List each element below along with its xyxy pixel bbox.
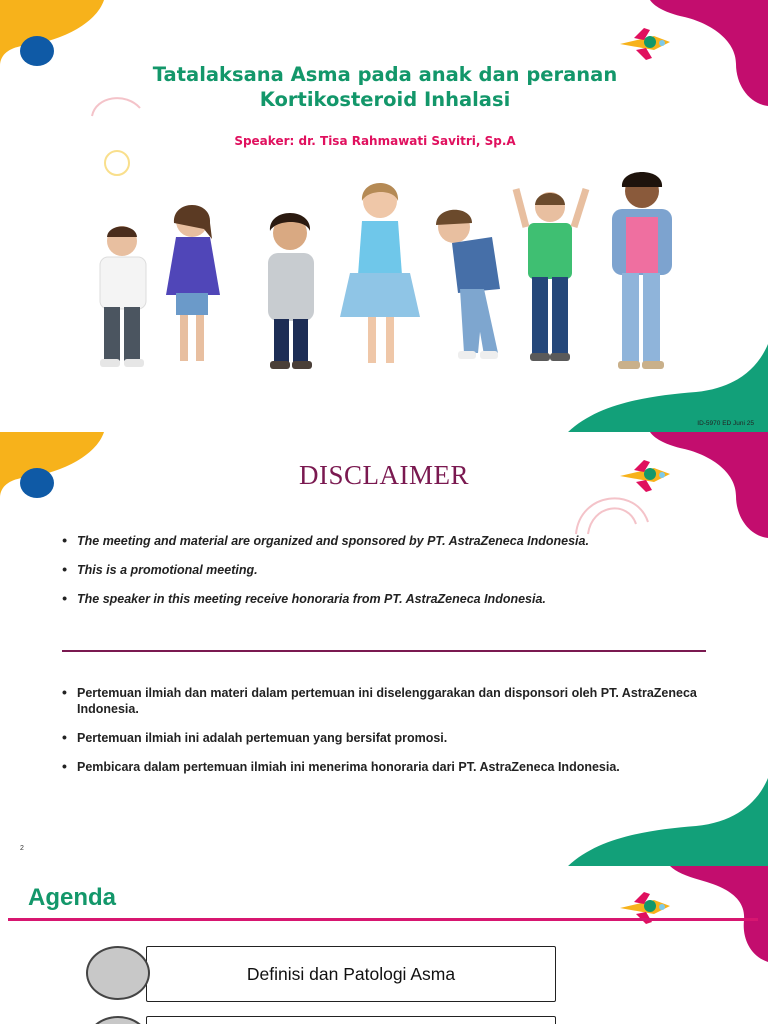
airplane-icon [614,888,676,928]
list-item: • This is a promotional meeting. [62,562,712,578]
agenda-title-underline [8,918,758,921]
presentation-title [90,62,680,112]
indonesian-disclaimer-list [62,685,712,788]
agenda-item-bullet-icon [86,1016,150,1024]
list-item: • The meeting and material are organized and sponsored by PT. AstraZeneca Indonesia. [62,533,712,549]
child-3 [268,213,314,369]
airplane-icon [614,24,676,64]
disclaimer-title: DISCLAIMER [298,460,469,490]
title-line-1: Tatalaksana Asma pada anak dan peranan [152,63,618,86]
divider-line [62,650,706,652]
agenda-item [146,946,556,1002]
document-code: ID-5970 ED Juni 25 [697,420,754,427]
list-item: • Pertemuan ilmiah dan materi dalam pertemuan ini diselenggarakan dan disponsori oleh PT. AstraZeneca Indonesia. [62,685,712,717]
children-photo [80,165,700,405]
child-6 [516,189,586,361]
child-5 [436,210,500,359]
agenda-item-label: Definisi dan Patologi Asma [246,963,456,984]
list-item: • The speaker in this meeting receive honoraria from PT. AstraZeneca Indonesia. [62,591,712,607]
list-item: • Pembicara dalam pertemuan ilmiah ini menerima honoraria dari PT. AstraZeneca Indonesia. [62,759,712,775]
agenda-item [146,1016,556,1024]
blue-dot [18,34,56,68]
child-2 [166,205,220,361]
green-corner-shape [566,778,768,866]
english-disclaimer-list [62,533,712,620]
list-item: • Pertemuan ilmiah ini adalah pertemuan yang bersifat promosi. [62,730,712,746]
agenda-item-bullet-icon [86,946,150,1000]
agenda-slide [0,866,768,1024]
agenda-title: Agenda [28,884,117,911]
speaker-name: Speaker: dr. Tisa Rahmawati Savitri, Sp.A [234,134,516,148]
title-line-2: Kortikosteroid Inhalasi [259,88,511,111]
title-slide [0,0,768,432]
child-1 [100,226,146,367]
page-number: 2 [20,845,24,852]
disclaimer-slide [0,432,768,866]
child-4 [340,183,420,363]
child-7 [612,172,672,369]
